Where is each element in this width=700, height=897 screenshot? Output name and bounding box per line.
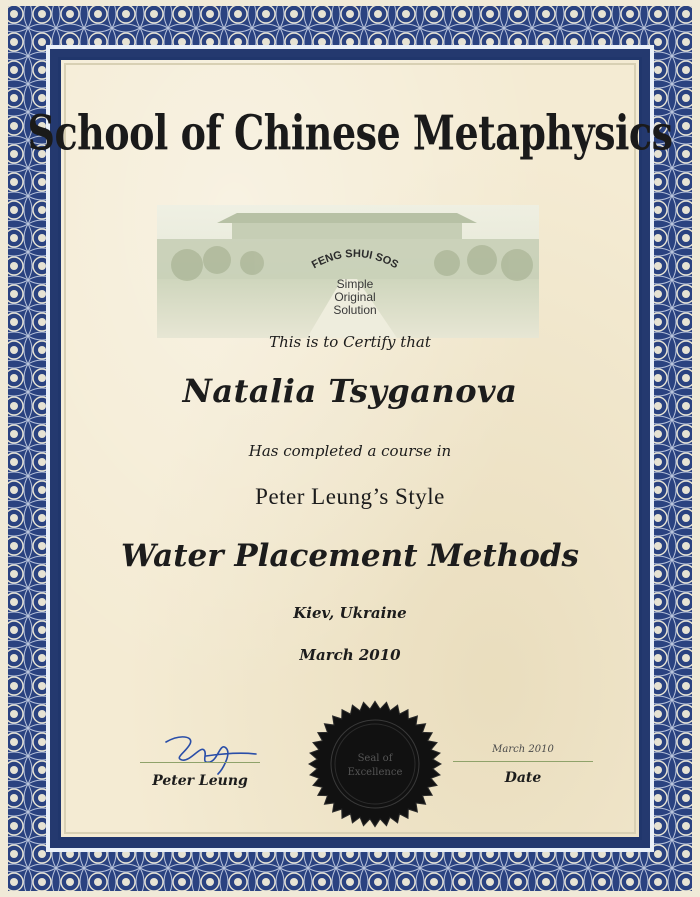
signatory-name: Peter Leung (152, 773, 248, 789)
date-line (453, 761, 593, 762)
logo-line-simple: Simple (336, 277, 374, 291)
course-style: Peter Leung’s Style (255, 484, 445, 509)
seal-text-top: Seal of (357, 753, 393, 764)
date-label: Date (504, 770, 542, 786)
gold-seal (299, 697, 451, 832)
certify-text: This is to Certify that (269, 333, 431, 351)
logo-line-original: Original (334, 290, 376, 304)
completed-text: Has completed a course in (248, 442, 452, 460)
logo-line-solution: Solution (333, 303, 377, 317)
recipient-name: Natalia Tsyganova (182, 372, 518, 410)
course-date: March 2010 (299, 646, 401, 664)
feng-shui-logo-arc (290, 240, 420, 280)
svg-text:FENG SHUI SOS (310, 248, 400, 271)
institution-title: School of Chinese Metaphysics (27, 104, 673, 161)
seal-text-bottom: Excellence (347, 767, 403, 778)
logo-arc-text: FENG SHUI SOS (309, 247, 401, 272)
course-name: Water Placement Methods (120, 538, 580, 574)
handwritten-signature (160, 728, 260, 778)
course-location: Kiev, Ukraine (293, 604, 407, 622)
signature-line (140, 762, 260, 763)
handwritten-date: March 2010 (492, 744, 554, 755)
